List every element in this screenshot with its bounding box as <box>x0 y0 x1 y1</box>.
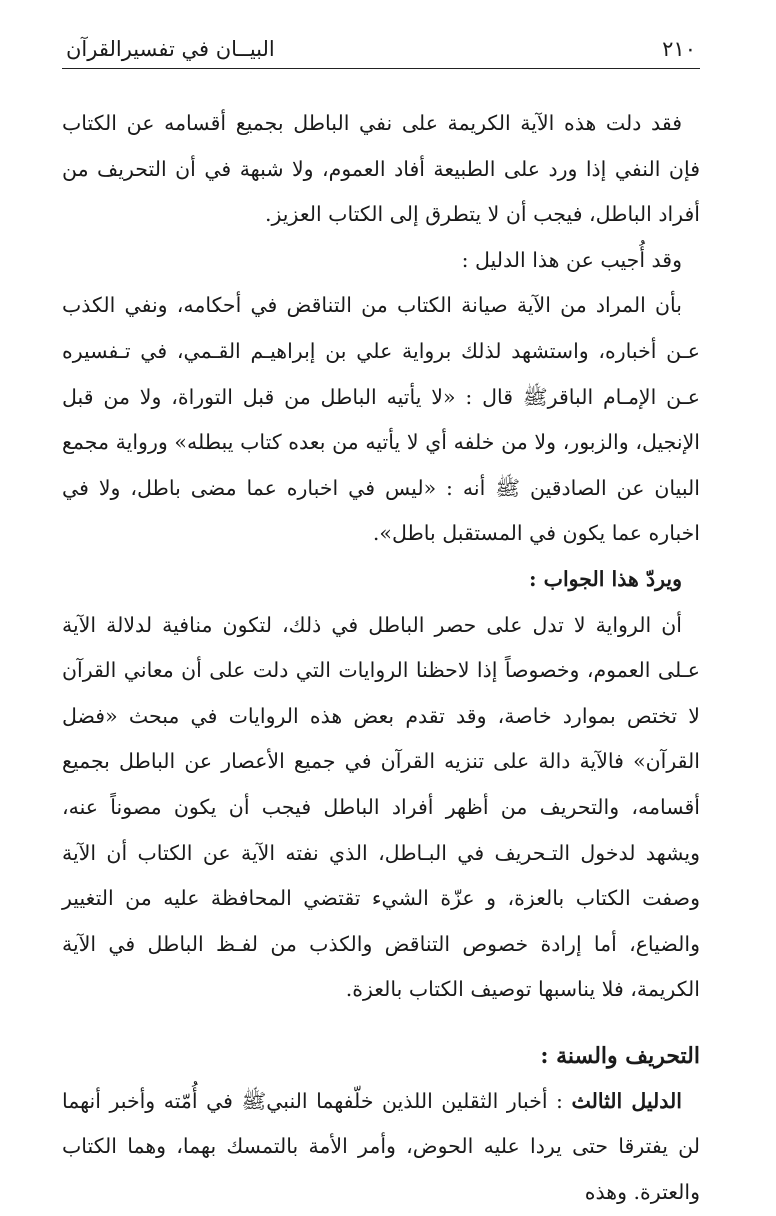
paragraph-1: فقد دلت هذه الآية الكريمة على نفي الباطل بجميع أقسامه عن الكتاب فإن النفي إذا ورد على الطبيعة أفاد العموم، ولا شبهة في أن التحريف من أفراد الباطل، فيجب أن لا يتطرق إلى الكتاب العزيز. <box>62 111 700 227</box>
page-header <box>62 30 700 69</box>
paragraph-2 <box>62 238 700 284</box>
page-number: ٢١٠ <box>662 37 696 61</box>
evidence-label: الدليل الثالث <box>571 1088 682 1113</box>
paragraph-5: أن الرواية لا تدل على حصر الباطل في ذلك، لتكون منافية لدلالة الآية عـلى العموم، وخصوصاً إذا لاحظنا الروايات التي دلت على أن معاني القرآن لا تختص بموارد خاصة، وقد تقدم بعض هذه الروايات في مبحث «فضل القرآن» فالآية دالة على تنزيه القرآن في جميع الأعصار عن الباطل بجميع أقسامه، والتحريف من أظهر أفراد الباطل فيجب أن يكون مصوناً عنه، ويشهد لدخول التـحريف في البـاطل، الذي نفته الآية عن الكتاب أن الآية وصفت الكتاب بالعزة، و عزّة الشيء تقتضي المحافظة عليه من التغيير والضياع، أما إرادة خصوص التناقض والكذب من لفـظ الباطل في الآية الكريمة، فلا يناسبها توصيف الكتاب بالعزة. <box>62 612 700 1002</box>
answer-intro: وقد أُجيب عن هذا الدليل : <box>461 247 682 272</box>
page-body <box>62 69 700 1216</box>
paragraph-6 <box>62 1079 700 1216</box>
section-title: التحريف والسنة : <box>540 1042 700 1069</box>
paragraph-3: بأن المراد من الآية صيانة الكتاب من التناقض في أحكامه، ونفي الكذب عـن أخباره، واستشهد لذلك برواية علي بن إبراهيـم القـمي، في تـفسيره عـن الإمـام الباقرﷺ قال : «لا يأتيه الباطل من قبل التوراة، ولا من قبل الإنجيل، والزبور، ولا من خلفه أي لا يأتيه من بعده كتاب يبطله» ورواية مجمع البيان عن الصادقين ﷺ أنه : «ليس في اخباره عما مضى باطل، ولا في اخباره عما يكون في المستقبل باطل». <box>62 293 700 546</box>
evidence-text: : أخبار الثقلين اللذين خلّفهما النبيﷺ في أُمّته وأخبر أنهما لن يفترقا حتى يردا عليه الحوض، وأمر الأمة بالتمسك بهما، وهما الكتاب والعترة. وهذه <box>62 1088 700 1205</box>
book-page <box>62 30 700 1205</box>
paragraph-4 <box>62 557 700 603</box>
spacer <box>62 1013 700 1033</box>
rebuttal-intro: ويردّ هذا الجواب : <box>528 566 682 591</box>
running-title: البيــان في تفسيرالقرآن <box>66 37 275 61</box>
